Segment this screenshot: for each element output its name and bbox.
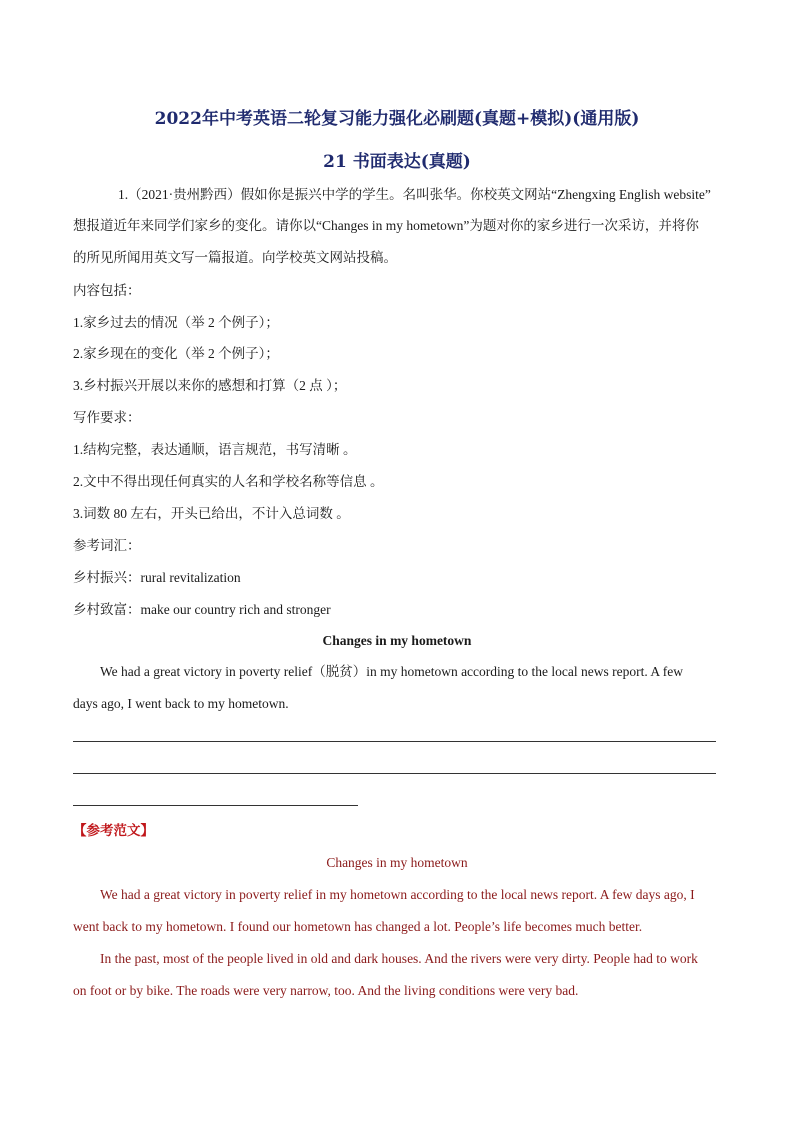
- model-essay-p1-line-1: We had a great victory in poverty relief in my hometown according to the local news report. A few days ago, I: [100, 887, 695, 902]
- model-essay-label: 【参考范文】: [73, 823, 154, 838]
- essay-start-line-2: days ago, I went back to my hometown.: [73, 696, 289, 711]
- question-intro-line-3: 的所见所闻用英文写一篇报道。向学校英文网站投稿。: [73, 250, 397, 265]
- requirement-item: 2.文中不得出现任何真实的人名和学校名称等信息 。: [73, 474, 384, 489]
- vocab-heading: 参考词汇：: [73, 538, 141, 553]
- model-essay-p1-line-2: went back to my hometown. I found our hometown has changed a lot. People’s life becomes much better.: [73, 919, 643, 934]
- content-heading: 内容包括：: [73, 283, 141, 298]
- vocab-item: 乡村振兴：rural revitalization: [73, 570, 241, 585]
- model-essay-title: Changes in my hometown: [326, 855, 468, 870]
- content-item: 3.乡村振兴开展以来你的感想和打算（2 点 ）；: [73, 378, 347, 393]
- question-intro-line-1: 1.（2021·贵州黔西）假如你是振兴中学的学生。名叫张华。你校英文网站“Zhengxing English website”: [118, 187, 711, 202]
- model-essay-p2-line-2: on foot or by bike. The roads were very narrow, too. And the living conditions were very bad.: [73, 983, 579, 998]
- requirements-heading: 写作要求：: [73, 410, 141, 425]
- vocab-item: 乡村致富：make our country rich and stronger: [73, 602, 331, 617]
- model-essay-p2-line-1: In the past, most of the people lived in old and dark houses. And the rivers were very dirty. People had to work: [100, 951, 698, 966]
- section-title: 21 书面表达(真题): [323, 152, 471, 172]
- answer-blank-line: [73, 805, 358, 806]
- answer-blank-line: [73, 773, 716, 774]
- answer-blank-line: [73, 741, 716, 742]
- essay-title: Changes in my hometown: [322, 633, 472, 648]
- content-item: 1.家乡过去的情况（举 2 个例子）；: [73, 315, 279, 330]
- content-item: 2.家乡现在的变化（举 2 个例子）；: [73, 346, 279, 361]
- requirement-item: 3.词数 80 左右，开头已给出，不计入总词数 。: [73, 506, 350, 521]
- essay-start-line-1: We had a great victory in poverty relief（脱贫）in my hometown according to the local news report. A few: [100, 664, 683, 679]
- question-intro-line-2: 想报道近年来同学们家乡的变化。请你以“Changes in my hometown”为题对你的家乡进行一次采访，并将你: [73, 218, 699, 233]
- document-title: 2022年中考英语二轮复习能力强化必刷题(真题+模拟)(通用版): [154, 109, 640, 129]
- requirement-item: 1.结构完整，表达通顺，语言规范，书写清晰 。: [73, 442, 357, 457]
